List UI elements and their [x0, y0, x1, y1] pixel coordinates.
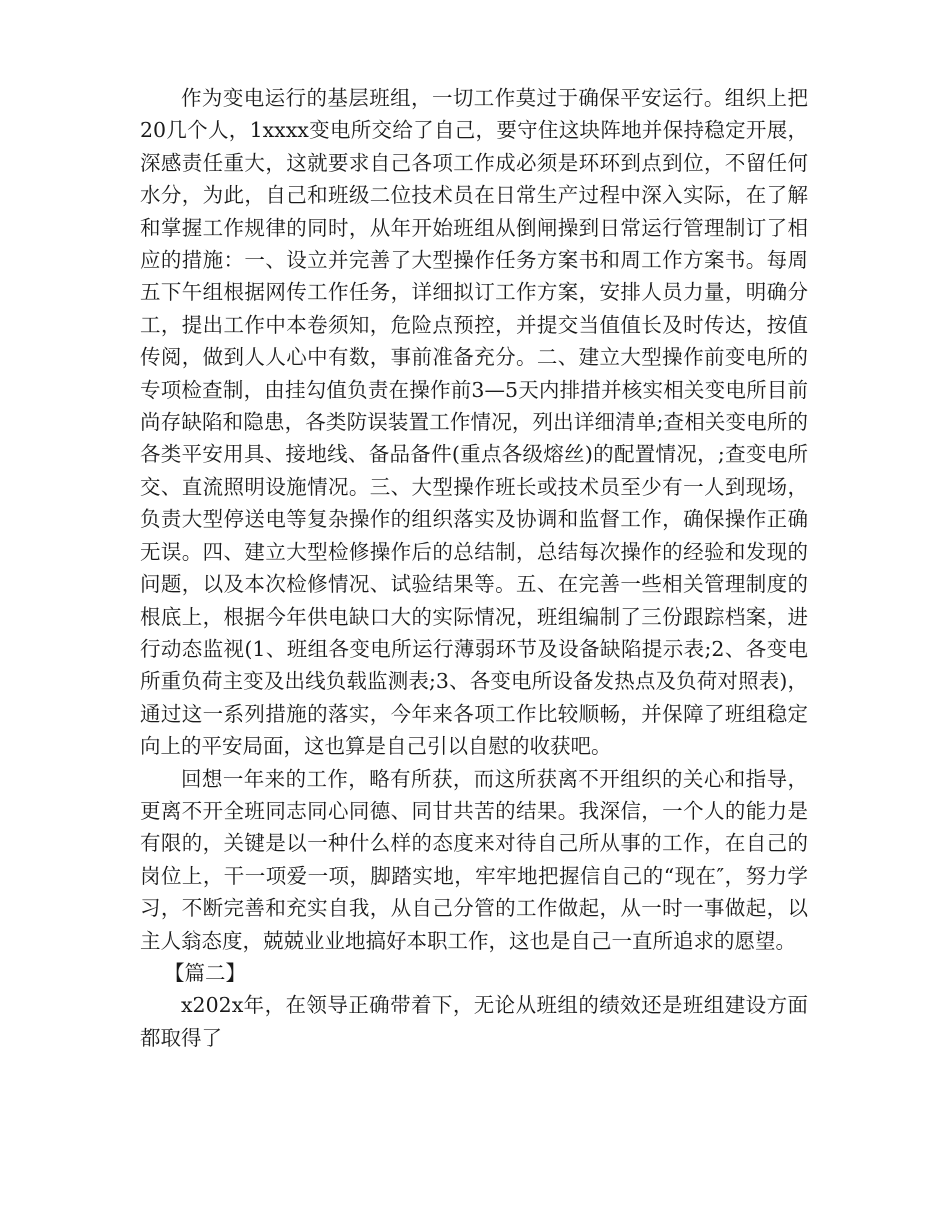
- paragraph-1: 作为变电运行的基层班组，一切工作莫过于确保平安运行。组织上把20几个人，1xxxx变电所交给了自己，要守住这块阵地并保持稳定开展，深感责任重大，这就要求自己各项工作成必须是环环到点到位，不留任何水分，为此，自己和班级二位技术员在日常生产过程中深入实际，在了解和掌握工作规律的同时，从年开始班组从倒闸操到日常运行管理制订了相应的措施：一、设立并完善了大型操作任务方案书和周工作方案书。每周五下午组根据网传工作任务，详细拟订工作方案，安排人员力量，明确分工，提出工作中本卷须知，危险点预控，并提交当值值长及时传达，按值传阅，做到人人心中有数，事前准备充分。二、建立大型操作前变电所的专项检查制，由挂勾值负责在操作前3—5天内排措并核实相关变电所目前尚存缺陷和隐患，各类防误装置工作情况，列出详细清单;查相关变电所的各类平安用具、接地线、备品备件(重点各级熔丝)的配置情况，;查变电所交、直流照明设施情况。三、大型操作班长或技术员至少有一人到现场，负责大型停送电等复杂操作的组织落实及协调和监督工作，确保操作正确无误。四、建立大型检修操作后的总结制，总结每次操作的经验和发现的问题，以及本次检修情况、试验结果等。五、在完善一些相关管理制度的根底上，根据今年供电缺口大的实际情况，班组编制了三份跟踪档案，进行动态监视(1、班组各变电所运行薄弱环节及设备缺陷提示表;2、各变电所重负荷主变及出线负载监测表;3、各变电所设备发热点及负荷对照表)，通过这一系列措施的落实，今年来各项工作比较顺畅，并保障了班组稳定向上的平安局面，这也算是自己引以自慰的收获吧。: [140, 86, 808, 759]
- paragraph-2: 回想一年来的工作，略有所获，而这所获离不开组织的关心和指导，更离不开全班同志同心同德、同甘共苦的结果。我深信，一个人的能力是有限的，关键是以一种什么样的态度来对待自己所从事的工作，在自己的岗位上，干一项爱一项，脚踏实地，牢牢地把握信自己的“现在″，努力学习，不断完善和充实自我，从自己分管的工作做起，从一时一事做起，以主人翁态度，兢兢业业地搞好本职工作，这也是自己一直所追求的愿望。: [140, 766, 808, 953]
- section-heading: 【篇二】: [164, 960, 246, 985]
- document-body: [140, 82, 808, 1054]
- paragraph-3: x202x年，在领导正确带着下，无论从班组的绩效还是班组建设方面都取得了: [140, 993, 808, 1050]
